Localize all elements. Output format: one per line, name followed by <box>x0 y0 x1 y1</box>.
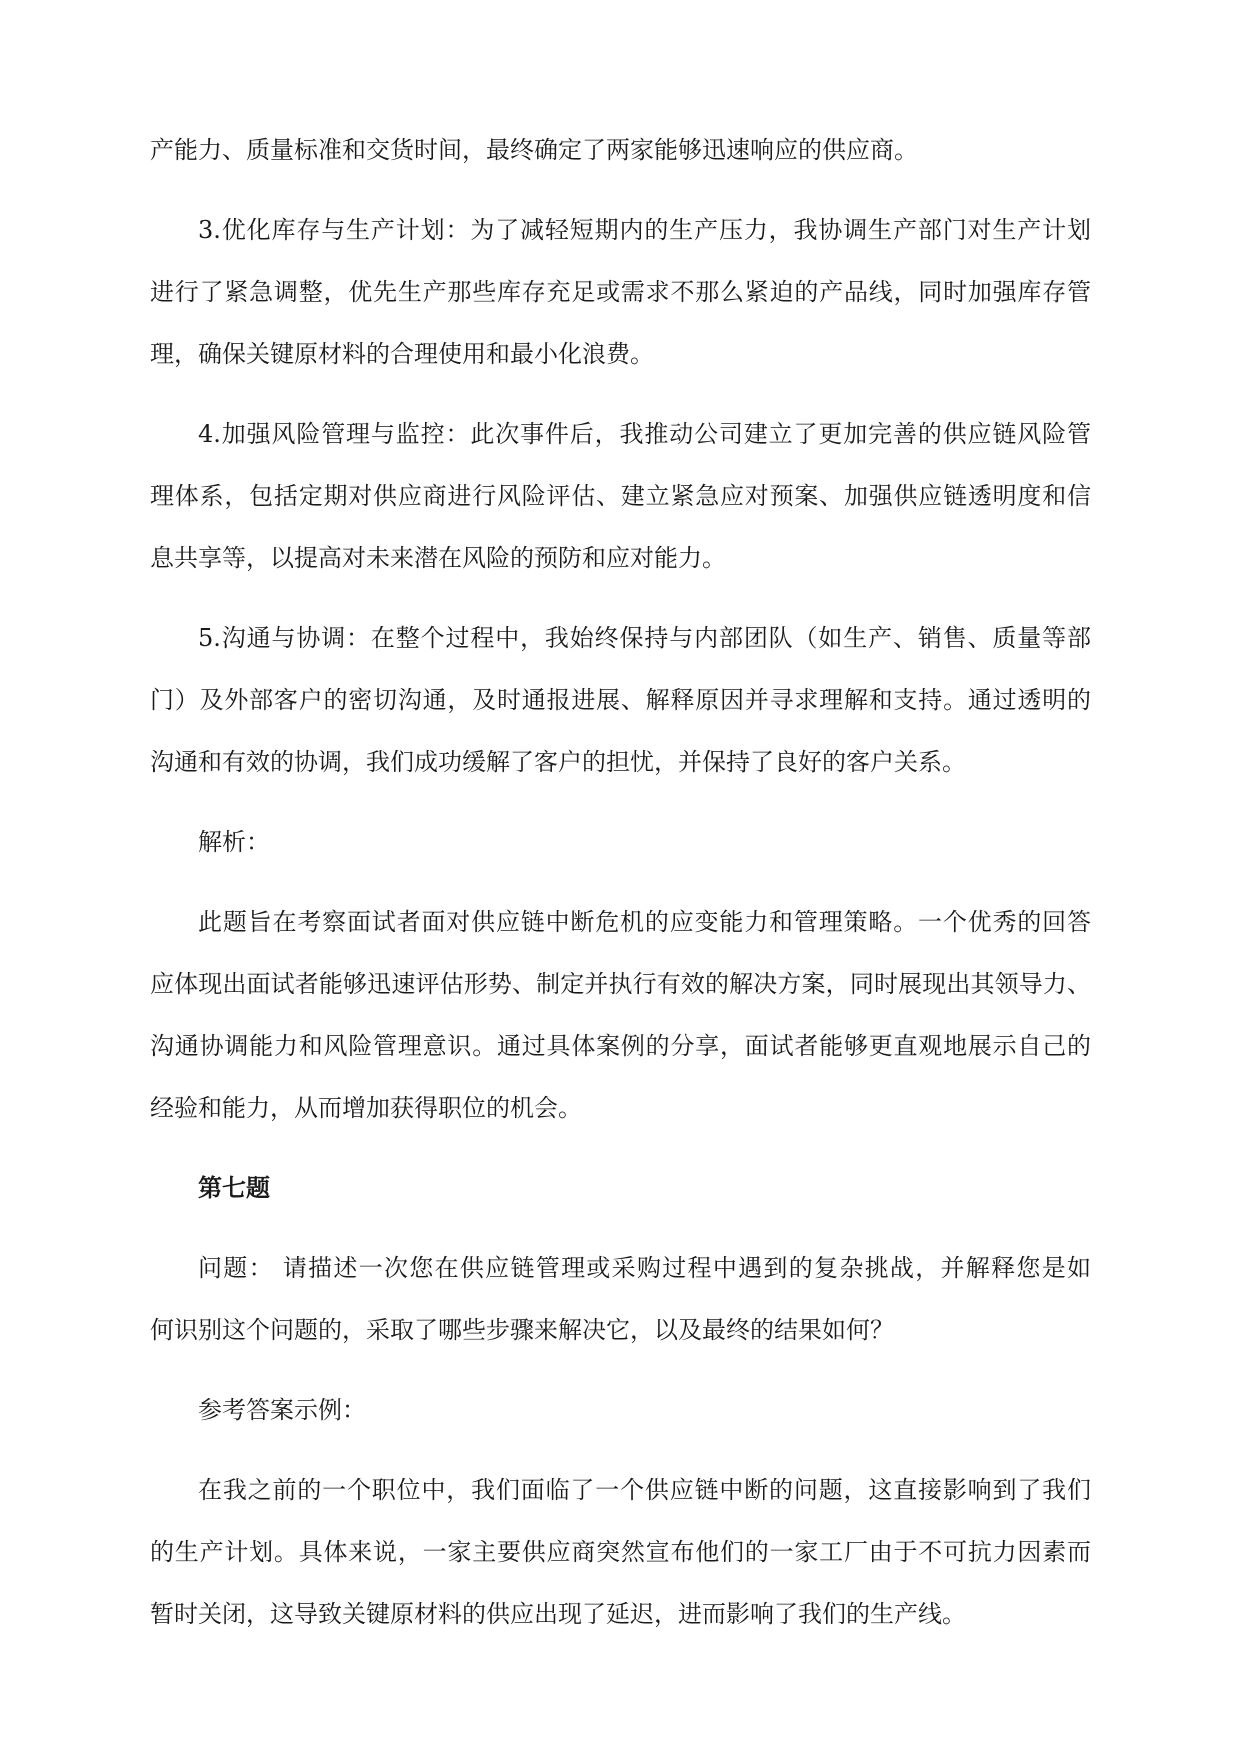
text-line: 问题： 请描述一次您在供应链管理或采购过程中遇到的复杂挑战，并解释您是如 <box>198 1254 1091 1282</box>
text-line: 3.优化库存与生产计划：为了减轻短期内的生产压力，我协调生产部门对生产计划 <box>198 216 1091 244</box>
text-line: 进行了紧急调整，优先生产那些库存充足或需求不那么紧迫的产品线，同时加强库存管 <box>150 278 1091 306</box>
section-heading: 第七题 <box>198 1173 270 1202</box>
text-line: 息共享等，以提高对未来潜在风险的预防和应对能力。 <box>150 544 726 572</box>
text-line: 4.加强风险管理与监控：此次事件后，我推动公司建立了更加完善的供应链风险管 <box>198 420 1091 448</box>
text-line: 参考答案示例： <box>198 1396 366 1424</box>
text-line: 在我之前的一个职位中，我们面临了一个供应链中断的问题，这直接影响到了我们 <box>198 1476 1091 1504</box>
text-line: 解析： <box>198 828 270 856</box>
text-line: 门）及外部客户的密切沟通，及时通报进展、解释原因并寻求理解和支持。通过透明的 <box>150 686 1091 714</box>
text-line: 沟通和有效的协调，我们成功缓解了客户的担忧，并保持了良好的客户关系。 <box>150 748 966 776</box>
text-line: 理体系，包括定期对供应商进行风险评估、建立紧急应对预案、加强供应链透明度和信 <box>150 482 1091 510</box>
text-line: 的生产计划。具体来说，一家主要供应商突然宣布他们的一家工厂由于不可抗力因素而 <box>150 1538 1091 1566</box>
text-line: 经验和能力，从而增加获得职位的机会。 <box>150 1094 582 1122</box>
text-line: 应体现出面试者能够迅速评估形势、制定并执行有效的解决方案，同时展现出其领导力、 <box>150 970 1091 998</box>
text-line: 此题旨在考察面试者面对供应链中断危机的应变能力和管理策略。一个优秀的回答 <box>198 908 1091 936</box>
text-line: 理，确保关键原材料的合理使用和最小化浪费。 <box>150 340 654 368</box>
text-line: 沟通协调能力和风险管理意识。通过具体案例的分享，面试者能够更直观地展示自己的 <box>150 1032 1091 1060</box>
text-line: 5.沟通与协调：在整个过程中，我始终保持与内部团队（如生产、销售、质量等部 <box>198 624 1091 652</box>
text-line: 何识别这个问题的，采取了哪些步骤来解决它，以及最终的结果如何？ <box>150 1316 894 1344</box>
text-line: 产能力、质量标准和交货时间，最终确定了两家能够迅速响应的供应商。 <box>150 136 918 164</box>
text-line: 暂时关闭，这导致关键原材料的供应出现了延迟，进而影响了我们的生产线。 <box>150 1600 966 1628</box>
